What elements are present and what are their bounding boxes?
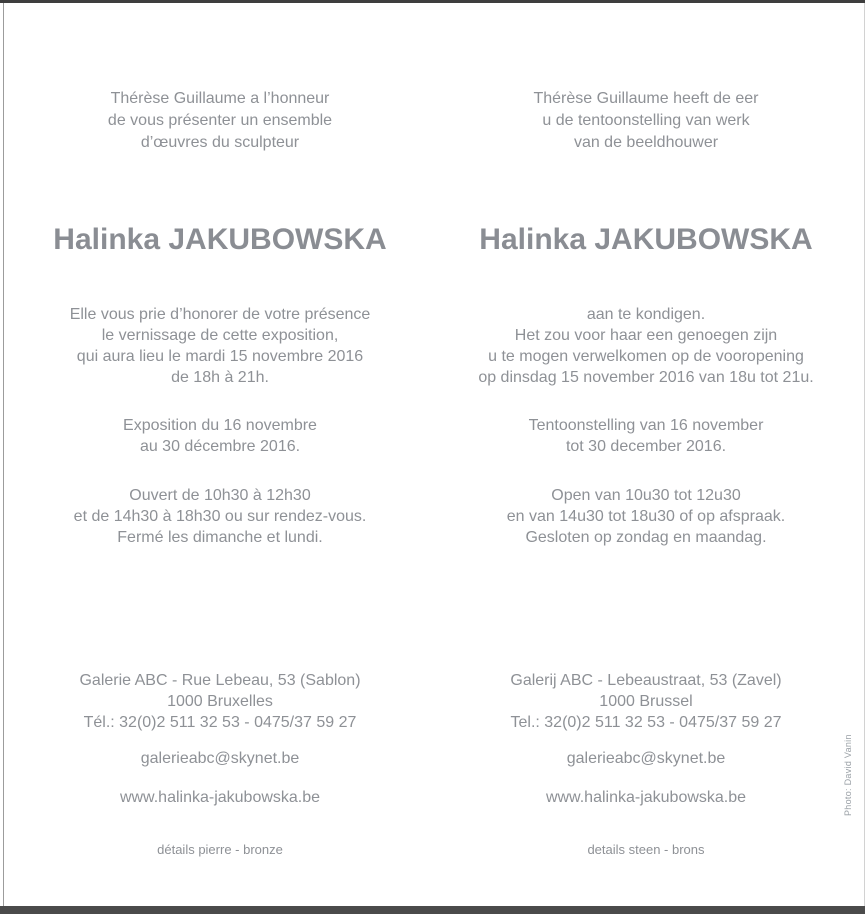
artist-name-fr: Halinka JAKUBOWSKA: [53, 223, 387, 256]
invitation-line: qui aura lieu le mardi 15 novembre 2016: [76, 348, 364, 365]
artwork-caption-fr: détails pierre - bronze: [157, 842, 283, 857]
exhibition-dates-fr: [36, 415, 404, 457]
artist-name-nl: Halinka JAKUBOWSKA: [479, 223, 813, 256]
intro-text-fr: [36, 88, 404, 154]
scan-edge-bottom: [0, 906, 865, 914]
invitation-line: Het zou voor haar een genoegen zijn: [514, 327, 778, 344]
hours-line: et de 14h30 à 18h30 ou sur rendez-vous.: [73, 508, 367, 525]
invitation-line: Elle vous prie d’honorer de votre présence: [69, 306, 371, 323]
email-address-fr: galerieabc@skynet.be: [140, 750, 300, 767]
scan-edge-left: [3, 3, 4, 906]
opening-hours-fr: [36, 485, 404, 548]
website-url-fr: www.halinka-jakubowska.be: [119, 789, 321, 806]
address-line: Tél.: 32(0)2 511 32 53 - 0475/37 59 27: [83, 714, 357, 731]
hours-line: Fermé les dimanche et lundi.: [117, 529, 323, 546]
column-french: [36, 88, 404, 858]
photo-credit: Photo: David Vanin: [843, 734, 853, 816]
invitation-text-fr: [36, 304, 404, 388]
gallery-address-fr: [36, 670, 404, 733]
scan-edge-top: [0, 0, 865, 3]
opening-hours-nl: [462, 485, 830, 548]
artwork-caption-nl: details steen - brons: [587, 842, 705, 857]
website-url-nl: www.halinka-jakubowska.be: [545, 789, 747, 806]
address-line: Galerij ABC - Lebeaustraat, 53 (Zavel): [510, 672, 782, 689]
intro-text-nl: [462, 88, 830, 154]
column-dutch: [462, 88, 830, 858]
email-address-nl: galerieabc@skynet.be: [566, 750, 726, 767]
intro-line: u de tentoonstelling van werk: [542, 112, 750, 129]
address-line: Galerie ABC - Rue Lebeau, 53 (Sablon): [79, 672, 361, 689]
hours-line: Open van 10u30 tot 12u30: [551, 487, 741, 504]
address-line: 1000 Brussel: [599, 693, 693, 710]
intro-line: van de beeldhouwer: [573, 134, 719, 151]
intro-line: Thérèse Guillaume heeft de eer: [533, 90, 759, 107]
invitation-line: op dinsdag 15 november 2016 van 18u tot 21u.: [478, 369, 814, 386]
invitation-line: u te mogen verwelkomen op de vooropening: [488, 348, 804, 365]
invitation-line: le vernissage de cette exposition,: [101, 327, 339, 344]
hours-line: Ouvert de 10h30 à 12h30: [129, 487, 311, 504]
invitation-line: aan te kondigen.: [586, 306, 706, 323]
exhibition-line: tot 30 december 2016.: [565, 438, 727, 455]
invitation-text-nl: [462, 304, 830, 388]
hours-line: Gesloten op zondag en maandag.: [525, 529, 767, 546]
exhibition-dates-nl: [462, 415, 830, 457]
gallery-address-nl: [462, 670, 830, 733]
intro-line: de vous présenter un ensemble: [107, 112, 333, 129]
hours-line: en van 14u30 tot 18u30 of op afspraak.: [506, 508, 786, 525]
address-line: Tel.: 32(0)2 511 32 53 - 0475/37 59 27: [510, 714, 782, 731]
exhibition-line: Exposition du 16 novembre: [123, 417, 317, 434]
intro-line: d’œuvres du sculpteur: [140, 134, 300, 151]
exhibition-line: au 30 décembre 2016.: [139, 438, 301, 455]
address-line: 1000 Bruxelles: [167, 693, 273, 710]
intro-line: Thérèse Guillaume a l’honneur: [110, 90, 330, 107]
invitation-line: de 18h à 21h.: [171, 369, 269, 386]
exhibition-line: Tentoonstelling van 16 november: [528, 417, 764, 434]
